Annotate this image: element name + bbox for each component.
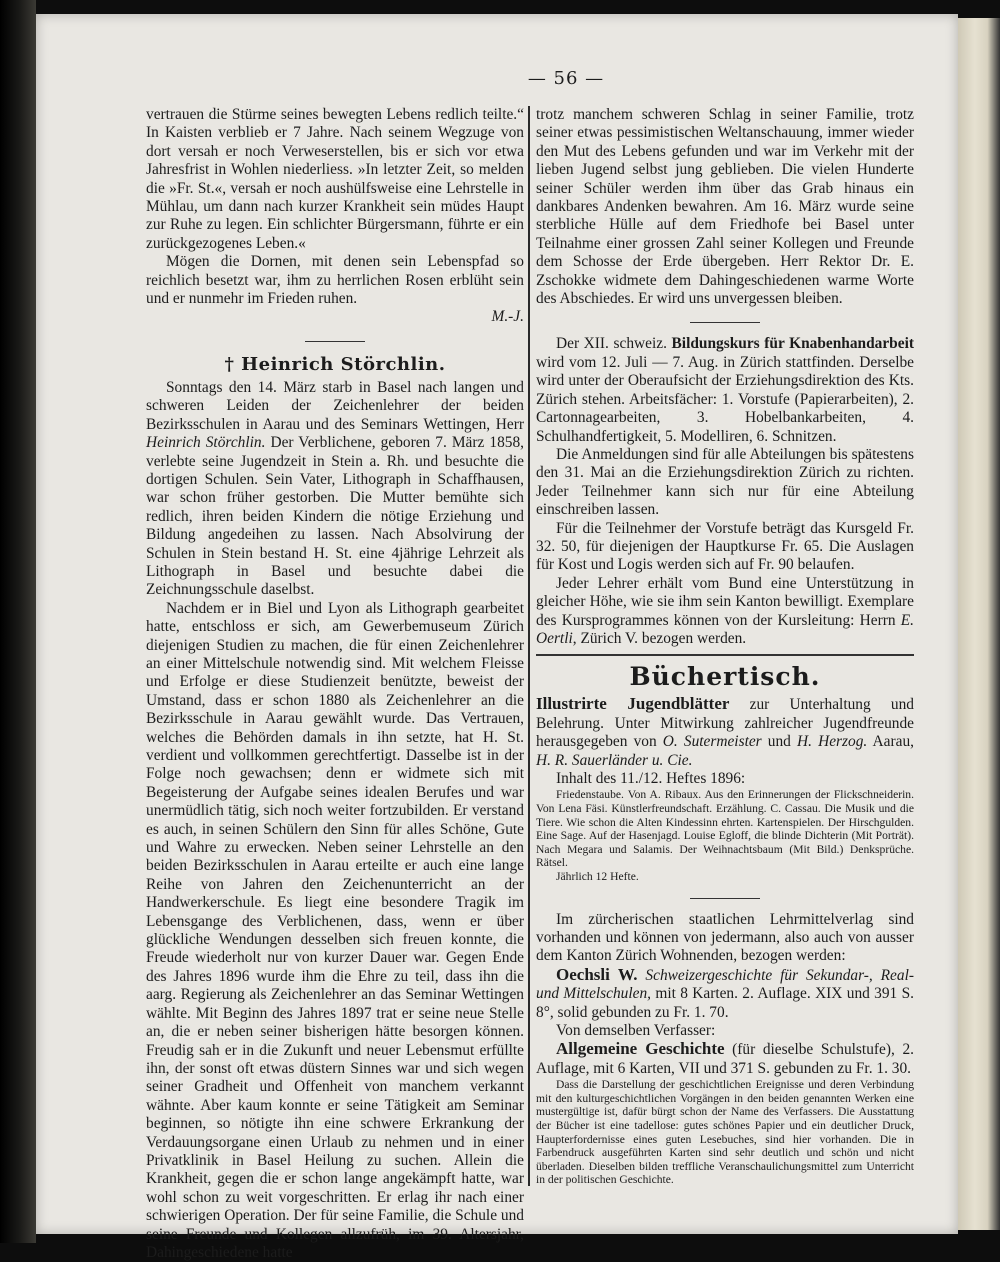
- obituary-previous-ending: vertrauen die Stürme seines bewegten Lebens redlich teilte.“ In Kaisten verblieb er 7 Jahre. Nach seinem Wegzuge von dort versah er noch Verweserstellen, bis er sich vor etwa Jahresfrist in Wohlen niederliess. »In letzter Zeit, so melden die »Fr. St.«, versah er noch aushülfsweise eine Lehrstelle in Mühlau, um dann nach kurzer Krankheit sein müdes Haupt zur Ruhe zu legen. Ein schlichter Bürgersmann, führte er ein zurückgezogenes Leben.«: [146, 106, 524, 252]
- book-title-schweizergeschichte: Schweizergeschichte für Sekundar-, Real- und Mittelschulen,: [536, 966, 914, 1003]
- same-author-line: Von demselben Verfasser:: [556, 1022, 716, 1039]
- book-title-allgemeine-geschichte: Allgemeine Geschichte: [556, 1039, 725, 1059]
- author-signature: M.-J.: [491, 308, 524, 326]
- next-page-edge: [958, 18, 1000, 1230]
- publisher: H. R. Sauerländer u. Cie.: [536, 751, 693, 769]
- page-number: — 56 —: [527, 68, 605, 89]
- book-review-entry: Illustrirte Jugendblätter zur Unterhaltung und Belehrung. Unter Mitwirkung zahlreicher Jugendfreunde herausgegeben von O. Sutermeister und H. Herzog. Aarau, H. R. Sauerländer u. Cie.: [536, 694, 914, 769]
- contact-name: E. Oertli: [536, 611, 914, 647]
- journal-page: [36, 14, 958, 1261]
- book-contents-heading: Inhalt des 11./12. Heftes 1896:: [556, 770, 746, 787]
- obituary-continuation: trotz manchem schweren Schlag in seiner Familie, trotz seiner etwas pessimistischen Weltanschauung, immer wieder den Mut des Lebens gefunden und war im Verkehr mit der lieben Jugend selbst jung geblieben. Die vielen Hunderte seiner Schüler werden ihm über das Grab hinaus ein dankbares Andenken bewahren. Am 16. März wurde seine sterbliche Hülle auf dem Friedhofe bei Basel unter Teilnahme einer grossen Zahl seiner Kollegen und Freunde dem Schosse der Erde übergeben. Herr Rektor Dr. E. Zschokke widmete dem Dahingeschiedenen warme Worte des Abschiedes. Er wird uns unvergessen bleiben.: [536, 106, 914, 308]
- obituary-paragraph-2: Nachdem er in Biel und Lyon als Lithograph gearbeitet hatte, entschloss er sich, am Gewerbemuseum Zürich diejenigen Studien zu machen, die für einen Zeichenlehrer an einer Mittelschule notwendig sind. Mit welchem Fleisse und Erfolge er diese Studienzeit benützte, beweist der Umstand, dass er schon 1880 als Zeichenlehrer an die Bezirksschule in Aarau gewählt wurde. Das Vertrauen, welches die Behörden damals in ihn setzte, hat H. St. verdient und vollkommen gerechtfertigt. Dasselbe ist in der Folge noch gewachsen; denn er widmete sich mit Begeisterung der Aufgabe seines idealen Berufes und war unermüdlich tätig, sich noch weiter fortzubilden. Er verstand es auch, in seinen Schülern den Sinn für alles Schöne, Gute und Wahre zu erwecken. Neben seiner Lehrstelle an den beiden Bezirksschulen in Aarau erteilte er auch eine lange Reihe von Jahren den Zeichenunterricht an der Handwerkerschule. Es liegt eine besondere Tragik im Lebensgange des Verblichenen, dass, wenn er über glückliche Wendungen desselben sich freuen konnte, die Freude wiederholt nur von kurzer Dauer war. Gegen Ende des Jahres 1896 wurde ihm die Ehre zu teil, dass ihn die aarg. Regierung als Zeichenlehrer an das Seminar Wettingen wählte. Mit Beginn des Jahres 1897 trat er seine neue Stelle an, die er neben seiner bisherigen hätte besorgen können. Freudig sah er in die Zukunft und neuer Lebensmut erfüllte ihn, der sonst oft etwas düstern Sinnes war und sich wegen seiner Gradheit und Offenheit von manchem verkannt wähnte. Aber kaum konnte er seine Tätigkeit am Seminar beginnen, so nötigte ihn eine schwere Erkrankung der Verdauungsorgane einen Urlaub zu nehmen und in einer Privatklinik in Basel Heilung zu suchen. Allein die Krankheit, gegen die er schon lange angekämpft hatte, war wohl schon zu weit vorgeschritten. Er erlag ihr nach einer schwierigen Operation. Der für seine Familie, die Schule und seine Freunde und Kollegen allzufrüh, im 39. Altersjahr, Dahingeschiedene hatte: [146, 599, 524, 1261]
- author-name: Oechsli W.: [556, 964, 638, 984]
- separator-line: [305, 341, 365, 342]
- course-notice-paragraph-3: Für die Teilnehmer der Vorstufe beträgt das Kursgeld Fr. 32. 50, für diejenigen der Hauptkurse Fr. 65. Die Auslagen für Kost und Logis werden sich auf Fr. 90 belaufen.: [536, 519, 914, 574]
- separator-line: [690, 322, 760, 323]
- deceased-name: Heinrich Störchlin.: [146, 434, 266, 452]
- obituary-title: † Heinrich Störchlin.: [224, 353, 446, 375]
- left-column: [146, 106, 524, 1262]
- separator-line: [690, 898, 760, 899]
- book-entry-oechsli: Oechsli W. Schweizergeschichte für Sekundar-, Real- und Mittelschulen, mit 8 Karten. 2. Auflage. XIX und 391 S. 8°, solid gebunden zu Fr. 1. 70.: [536, 964, 914, 1021]
- book-frequency: Jährlich 12 Hefte.: [556, 869, 639, 883]
- book-contents-list: Friedenstaube. Von A. Ribaux. Aus den Erinnerungen der Flickschneiderin. Von Lena Fäsi. Künstlerfreundschaft. Erzählung. C. Cassau. Die Musik und die Tiere. Wie schon die Alten Kindessinn ehrten. Kartenspielen. Der Hirschgulden. Eine Sage. Auf der Hasenjagd. Louise Egloff, die blinde Dichterin (Mit Porträt). Nach Megara und Salamis. Der Weihnachtsbaum (Mit Bild.) Denksprüche. Rätsel.: [536, 788, 914, 870]
- section-title: Büchertisch.: [629, 662, 821, 692]
- course-notice-paragraph-4: Jeder Lehrer erhält vom Bund eine Unterstützung in gleicher Höhe, wie sie ihm sein Kanton bewilligt. Exemplare des Kursprogrammes können von der Kursleitung: Herrn E. Oertli, Zürich V. bezogen werden.: [536, 574, 914, 647]
- section-rule: [536, 654, 914, 656]
- column-divider: [528, 106, 530, 1186]
- publisher-notice: Im zürcherischen staatlichen Lehrmittelverlag sind vorhanden und können von jedermann, also auch von ausser dem Kanton Zürich Wohnenden, bezogen werden:: [536, 910, 914, 965]
- scan-border-left: [0, 0, 36, 1243]
- book-review-text: Dass die Darstellung der geschichtlichen Ereignisse und deren Verbindung mit den kulturgeschichtlichen Vorgängen in den beiden genannten Werken eine mustergültige ist, dafür bürgt schon der Name des Verfassers. Die Ausstattung der Bücher ist eine tadellose: gutes schönes Papier und ein deutlicher Druck, Haupterfordernisse eines guten Lesebuches, sind hier vorhanden. Die in Farbendruck ausgeführten Karten sind sehr deutlich und schön und nicht überladen. Dieselben bilden treffliche Veranschaulichungsmittel zum Unterricht in der politischen Geschichte.: [536, 1078, 914, 1187]
- course-notice-paragraph-2: Die Anmeldungen sind für alle Abteilungen bis spätestens den 31. Mai an die Erziehungsdirektion Zürich zu richten. Jeder Teilnehmer kann sich nur für eine Abteilung einschreiben lassen.: [536, 445, 914, 519]
- obituary-paragraph-1: Sonntags den 14. März starb in Basel nach langen und schweren Leiden der Zeichenlehrer der beiden Bezirksschulen in Aarau und des Seminars Wettingen, Herr Heinrich Störchlin. Der Verblichene, geboren 7. März 1858, verlebte seine Jugendzeit in Stein a. Rh. und besuchte die dortigen Schulen. Sein Vater, Lithograph in Schaffhausen, war schon früher gestorben. Die Mutter bemühte sich redlich, ihren beiden Kindern die nötige Erziehung und Bildung angedeihen zu lassen. Nach Absolvirung der Schulen in Stein bestand H. St. eine 4jährige Lehrzeit als Lithograph in Basel und besuchte dabei die Zeichnungsschule daselbst.: [146, 378, 524, 599]
- book-title: Illustrirte Jugendblätter: [536, 694, 730, 714]
- course-notice-paragraph-1: Der XII. schweiz. Bildungskurs für Knabenhandarbeit wird vom 12. Juli — 7. Aug. in Zürich stattfinden. Derselbe wird unter der Oberaufsicht der Erziehungsdirektion des Kts. Zürich stehen. Arbeitsfächer: 1. Vorstufe (Papierarbeiten), 2. Cartonnagearbeiten, 3. Hobelbankarbeiten, 4. Schulhandfertigkeit, 5. Modelliren, 6. Schnitzen.: [536, 335, 914, 445]
- closing-text: Mögen die Dornen, mit denen sein Lebenspfad so reichlich besetzt war, ihm zu herrlichen Rosen erblüht sein und er nunmehr im Frieden ruhen.: [146, 253, 524, 308]
- book-entry-allgemeine: Allgemeine Geschichte (für dieselbe Schulstufe), 2. Auflage, mit 6 Karten, VII und 371 S. gebunden zu Fr. 1. 30.: [536, 1039, 914, 1077]
- right-column: [536, 106, 914, 1187]
- obituary-closing-paragraph: [146, 253, 524, 327]
- course-title: Bildungskurs für Knabenhandarbeit: [671, 335, 914, 353]
